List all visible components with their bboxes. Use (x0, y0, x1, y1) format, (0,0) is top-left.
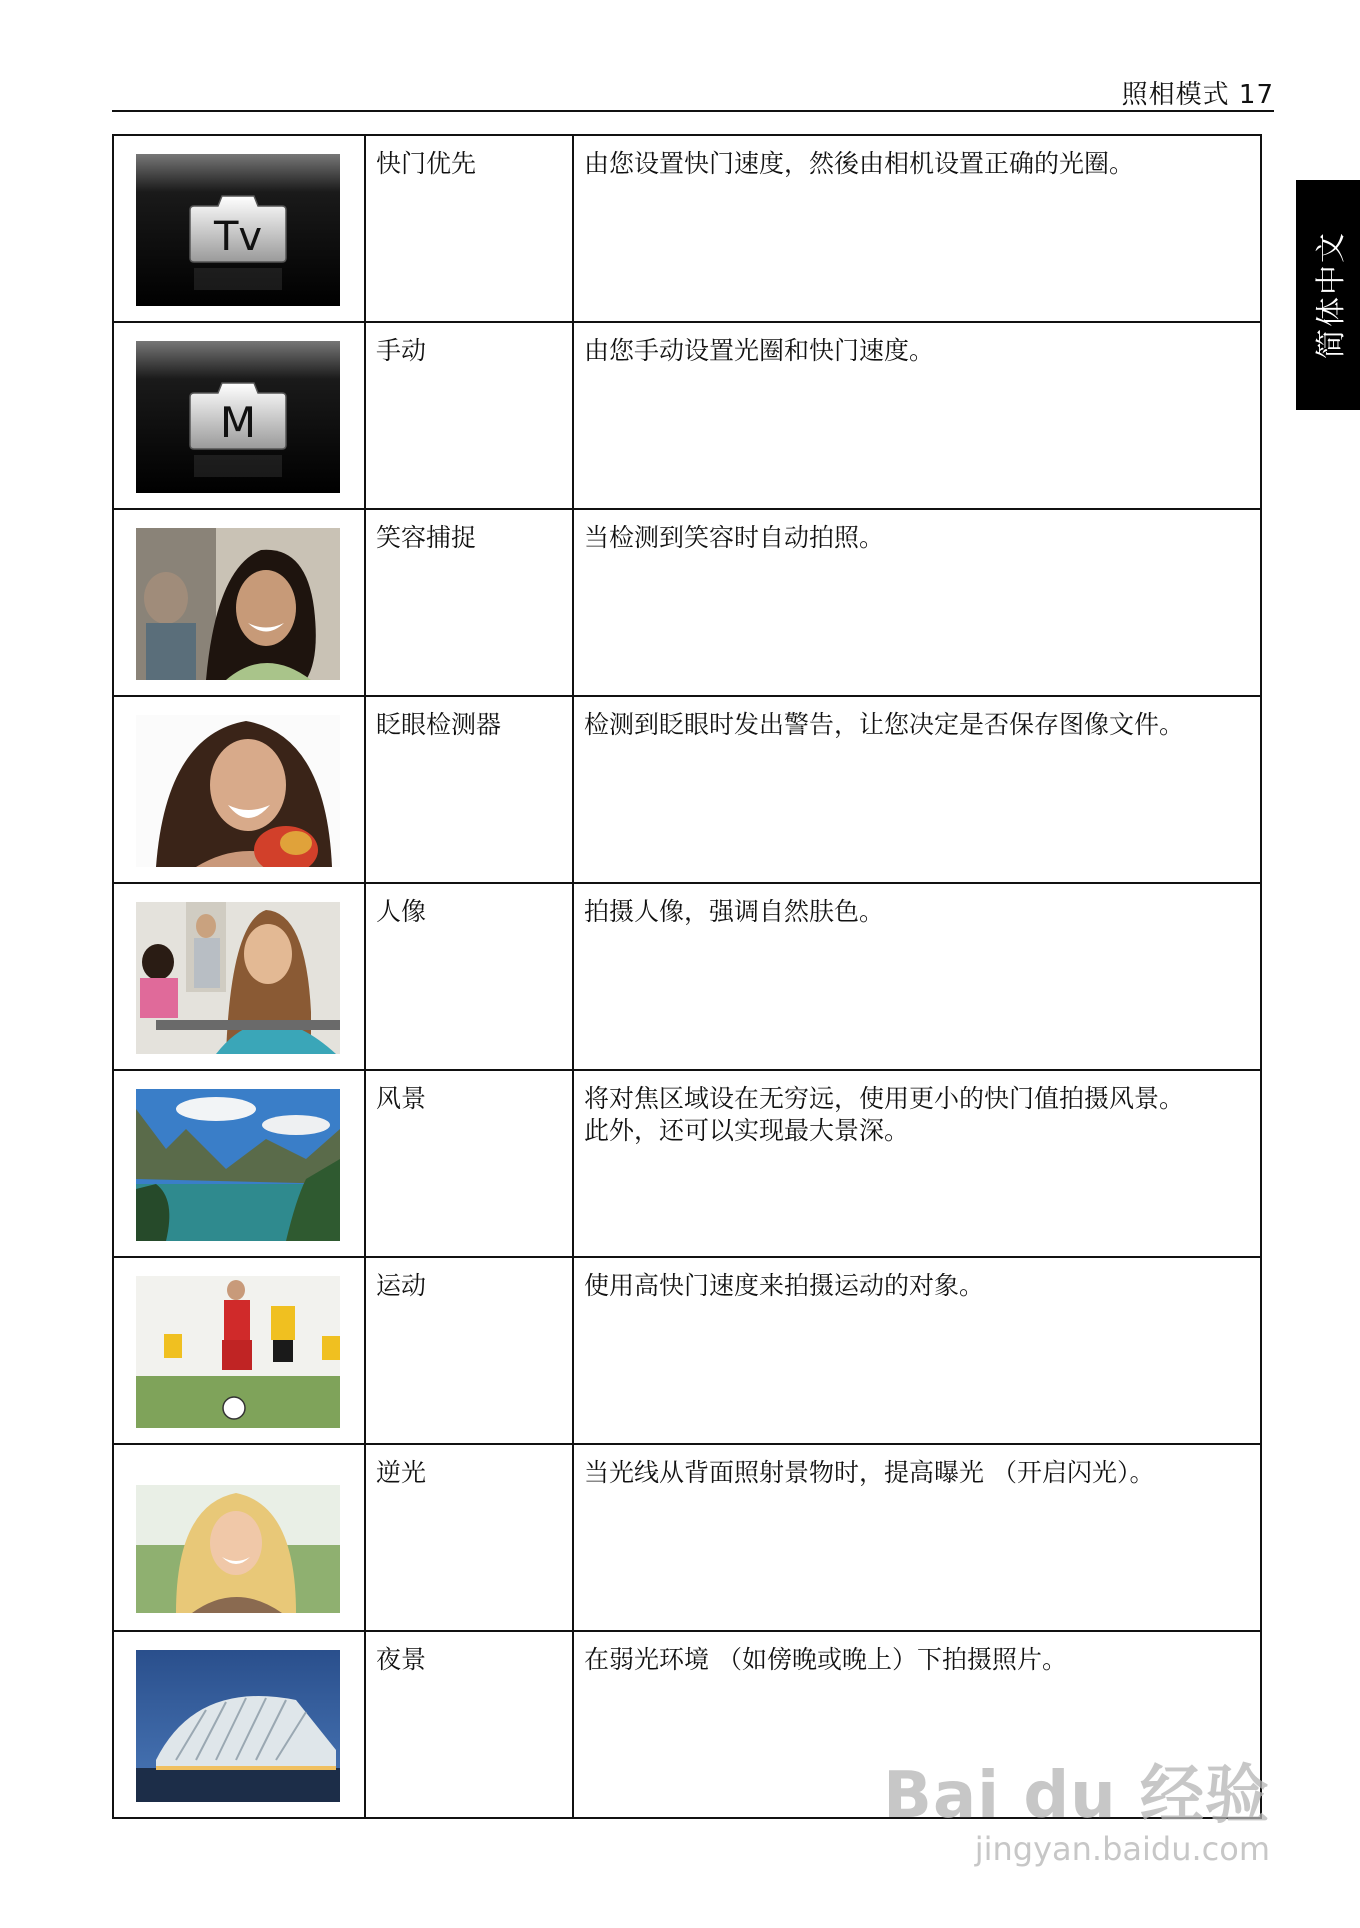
woman-eating-mango-photo (136, 715, 340, 867)
tv-mode-icon (136, 154, 340, 306)
manual-mode-icon (136, 341, 340, 493)
page-header (112, 74, 1274, 112)
mode-description: 将对焦区域设在无穷远，使用更小的快门值拍摄风景。 (584, 1084, 1185, 1113)
table-row (113, 1070, 1261, 1257)
mode-description: 当检测到笑容时自动拍照。 (584, 523, 885, 552)
mode-description: 当光线从背面照射景物时，提高曝光 （开启闪光）。 (584, 1458, 1155, 1487)
backlit-blonde-woman-photo (136, 1485, 340, 1613)
mode-name: 笑容捕捉 (376, 523, 477, 552)
mode-description: 使用高快门速度来拍摄运动的对象。 (584, 1271, 985, 1300)
mode-description: 在弱光环境 （如傍晚或晚上）下拍摄照片。 (584, 1645, 1067, 1674)
mode-name: 手动 (376, 336, 427, 365)
mode-description-line-2: 此外，还可以实现最大景深。 (584, 1116, 910, 1145)
mode-name: 运动 (376, 1271, 427, 1300)
mode-name: 逆光 (376, 1458, 427, 1487)
mode-description: 由您设置快门速度，然後由相机设置正确的光圈。 (584, 149, 1135, 178)
language-tab (1296, 180, 1360, 410)
language-tab-label: 简体中文 (1314, 231, 1349, 359)
smiling-woman-photo (136, 528, 340, 680)
mode-name: 夜景 (376, 1645, 427, 1674)
watermark-url: jingyan.baidu.com (974, 1830, 1270, 1868)
table-row (113, 322, 1261, 509)
table-row (113, 1444, 1261, 1631)
mode-description: 拍摄人像，强调自然肤色。 (584, 897, 885, 926)
mode-name: 眨眼检测器 (376, 710, 502, 739)
page-title: 照相模式 17 (1121, 80, 1274, 110)
mode-description: 检测到眨眼时发出警告，让您决定是否保存图像文件。 (584, 710, 1185, 739)
mode-name: 人像 (376, 897, 427, 926)
table-row (113, 1257, 1261, 1444)
lake-mountain-photo (136, 1089, 340, 1241)
table-row (113, 509, 1261, 696)
table-row (113, 883, 1261, 1070)
svg-text:M: M (219, 398, 257, 447)
table-row (113, 696, 1261, 883)
svg-text:Tv: Tv (213, 214, 263, 260)
night-building-photo (136, 1650, 340, 1802)
scene-mode-table (112, 134, 1262, 1819)
mode-description: 由您手动设置光圈和快门速度。 (584, 336, 935, 365)
baidu-watermark (883, 1744, 1270, 1868)
classroom-portrait-photo (136, 902, 340, 1054)
table-row (113, 135, 1261, 322)
mode-name: 快门优先 (376, 149, 477, 178)
watermark-logo: Bai du 经验 (883, 1759, 1270, 1833)
mode-name: 风景 (376, 1084, 427, 1113)
soccer-players-photo (136, 1276, 340, 1428)
